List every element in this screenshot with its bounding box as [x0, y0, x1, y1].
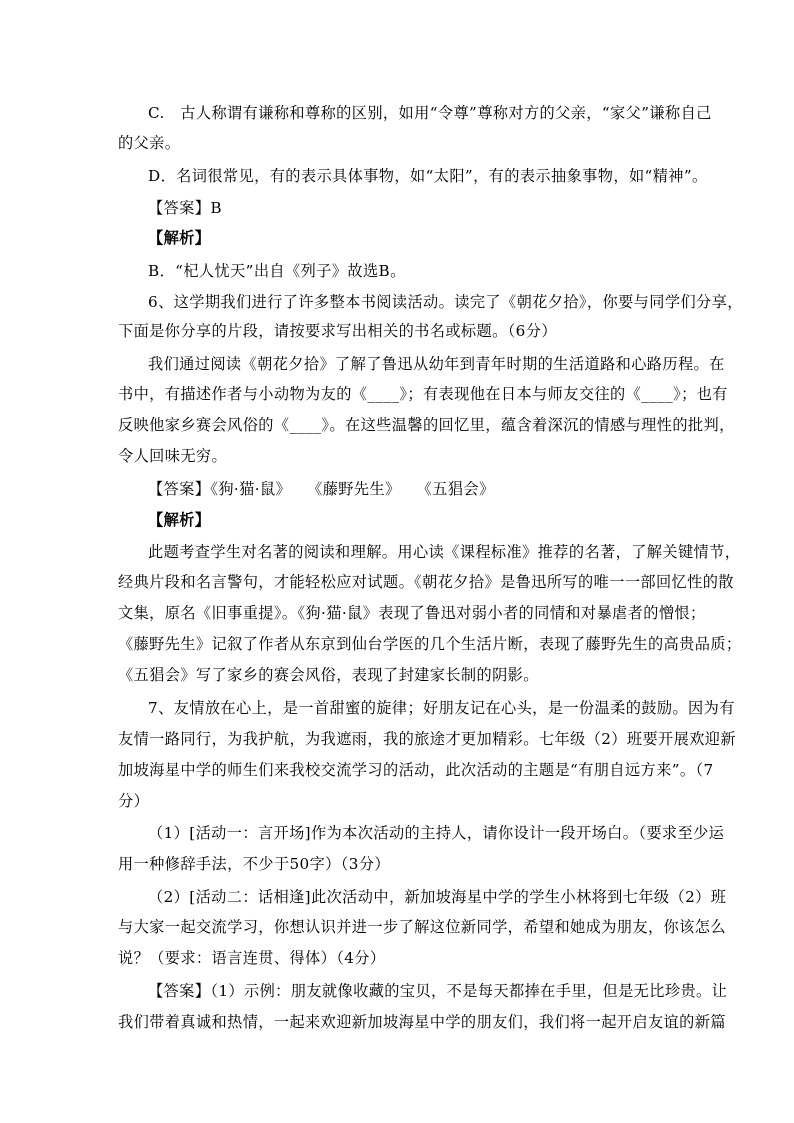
passage-line-3: 反映他家乡赛会风俗的《____》。在这些温馨的回忆里，蕴含着深沉的情感与理性的批判，	[118, 416, 735, 434]
question-7-line-1: 7、友情放在心上，是一首甜蜜的旋律；好朋友记在心头，是一份温柔的鼓励。因为有	[148, 699, 735, 717]
question-7-line-4: 分）	[118, 792, 150, 810]
option-d-line: D．名词很常见，有的表示具体事物，如“太阳”，有的表示抽象事物，如“精神”。	[148, 167, 708, 185]
activity-1-line-1: （1）[活动一：言开场]作为本次活动的主持人，请你设计一段开场白。（要求至少运	[148, 824, 725, 842]
answer-q6: 【答案】《狗·猫·鼠》 《藤野先生》 《五猖会》	[148, 480, 495, 498]
option-c-line-1: C. 古人称谓有谦称和尊称的区别，如用“令尊”尊称对方的父亲，“家父”谦称自己	[148, 104, 712, 122]
analysis-label-q5: 【解析】	[148, 229, 211, 247]
activity-2-line-3: 说？（要求：语言连贯、得体）（4分）	[118, 949, 386, 967]
analysis-q6-line-1: 此题考查学生对名著的阅读和理解。用心读《课程标准》推荐的名著，了解关键情节，	[148, 543, 741, 561]
question-7-line-2: 友情一路同行，为我护航，为我遮雨，我的旅途才更加精彩。七年级（2）班要开展欢迎新	[118, 730, 736, 748]
analysis-q6-line-5: 《五猖会》写了家乡的赛会风俗，表现了封建家长制的阴影。	[118, 666, 539, 684]
analysis-q6-line-4: 《藤野先生》记叙了作者从东京到仙台学医的几个生活片断，表现了藤野先生的高贵品质；	[118, 635, 742, 653]
analysis-q6-line-2: 经典片段和名言警句，才能轻松应对试题。《朝花夕拾》是鲁迅所写的唯一一部回忆性的散	[118, 573, 734, 591]
question-7-line-3: 加坡海星中学的师生们来我校交流学习的活动，此次活动的主题是“有朋自远方来”。（7	[118, 761, 714, 779]
activity-1-line-2: 用一种修辞手法，不少于50字）（3分）	[118, 855, 390, 873]
passage-line-2: 书中，有描述作者与小动物为友的《____》；有表现他在日本与师友交往的《____》；也有	[118, 385, 728, 403]
passage-line-1: 我们通过阅读《朝花夕拾》了解了鲁迅从幼年到青年时期的生活道路和心路历程。在	[148, 355, 725, 373]
activity-2-line-1: （2）[活动二：话相逢]此次活动中，新加坡海星中学的学生小林将到七年级（2）班	[148, 888, 727, 906]
analysis-label-q6: 【解析】	[148, 511, 211, 529]
option-c-line-2: 的父亲。	[118, 134, 181, 152]
question-6-line-2: 下面是你分享的片段，请按要求写出相关的书名或标题。（6分）	[118, 322, 557, 340]
activity-2-line-2: 与大家一起交流学习，你想认识并进一步了解这位新同学，希望和她成为朋友，你该怎么	[118, 918, 726, 936]
answer-label-q5: 【答案】B	[148, 199, 222, 217]
answer-q7-line-2: 我们带着真诚和热情，一起来欢迎新加坡海星中学的朋友们，我们将一起开启友谊的新篇	[118, 1013, 726, 1031]
analysis-text-q5: B．“杞人忧天”出自《列子》故选B。	[148, 262, 406, 280]
answer-q7-line-1: 【答案】（1）示例：朋友就像收藏的宝贝，不是每天都捧在手里，但是无比珍贵。让	[148, 982, 728, 1000]
question-6-line-1: 6、这学期我们进行了许多整本书阅读活动。读完了《朝花夕拾》，你要与同学们分享，	[148, 293, 743, 311]
analysis-q6-line-3: 文集，原名《旧事重提》。《狗·猫·鼠》表现了鲁迅对弱小者的同情和对暴虐者的憎恨；	[118, 604, 706, 622]
passage-line-4: 令人回味无穷。	[118, 447, 228, 465]
